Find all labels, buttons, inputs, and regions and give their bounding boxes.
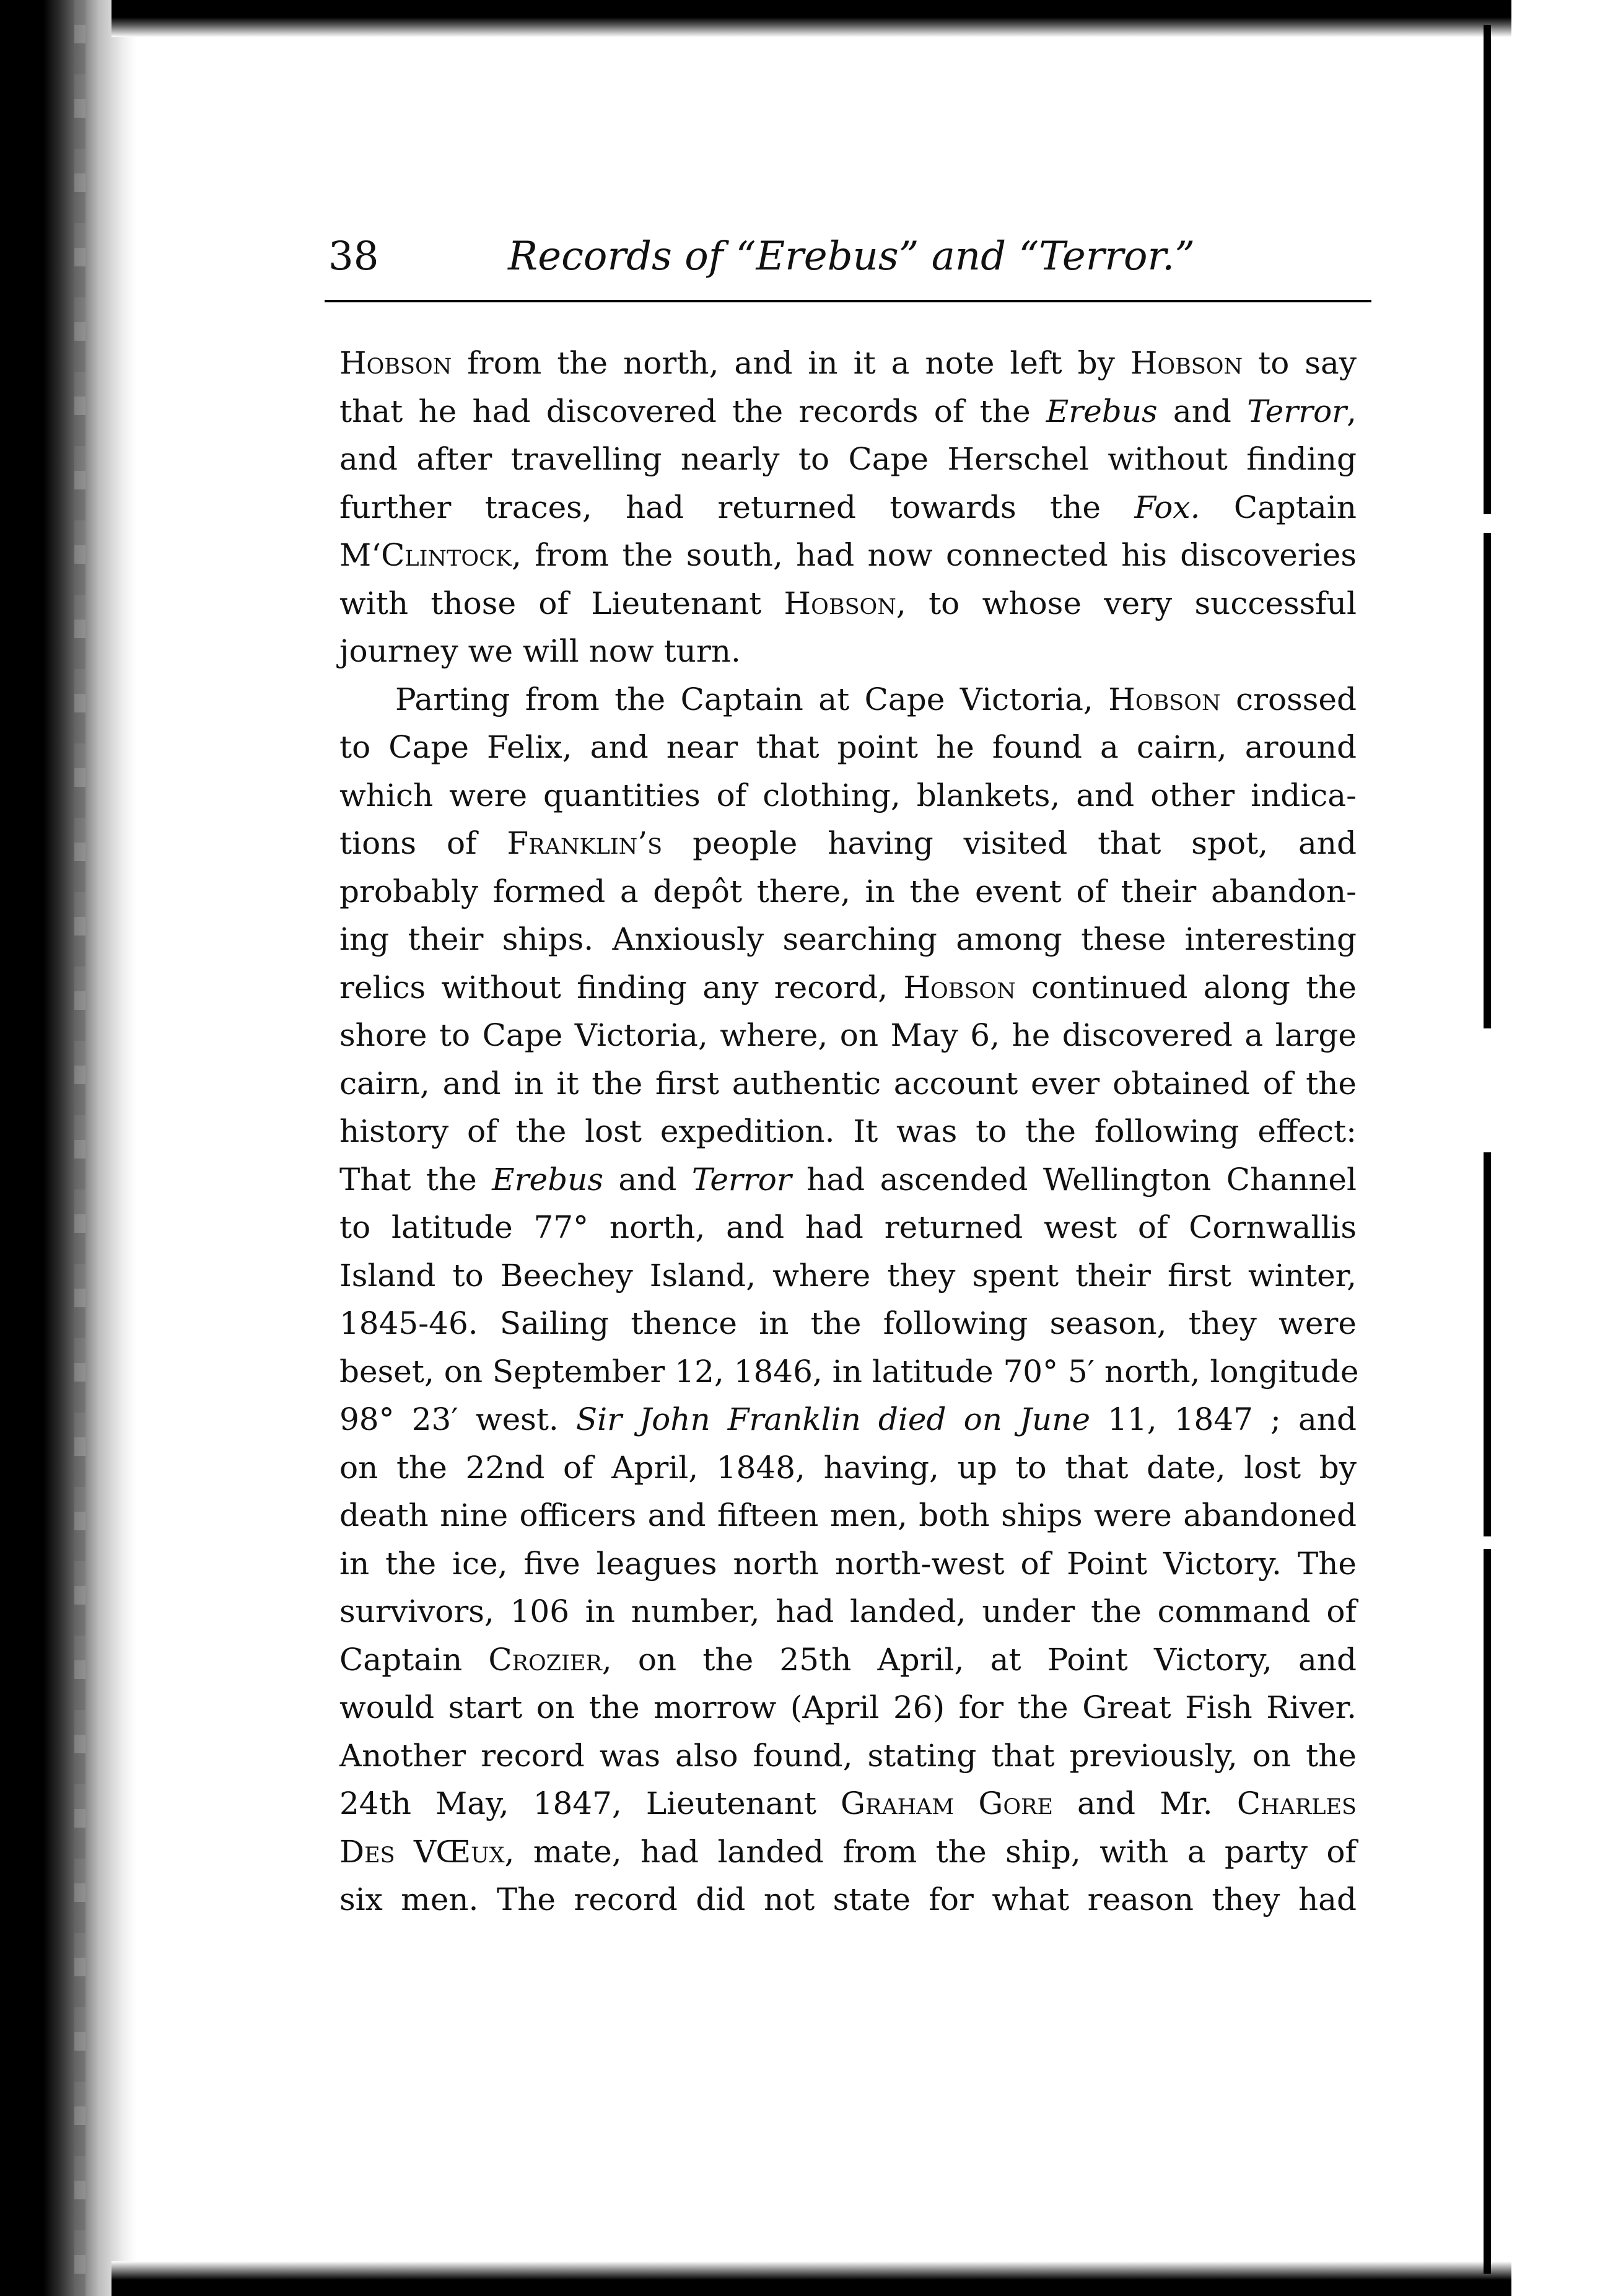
running-header (328, 230, 1369, 299)
text-line: on the 22nd of April, 1848, having, up to that date, lost by (339, 1449, 1357, 1486)
text-line: beset, on September 12, 1846, in latitude 70° 5′ north, longitude (339, 1353, 1359, 1390)
text-line: cairn, and in it the first authentic account ever obtained of the (339, 1065, 1357, 1102)
paragraph-start-line: Parting from the Captain at Cape Victoria, Hobson crossed (395, 681, 1357, 717)
binding-streak (74, 0, 85, 2296)
page-number: 38 (328, 234, 379, 279)
text-line: death nine officers and fifteen men, both ships were abandoned (339, 1497, 1357, 1533)
facing-page-edge (1511, 0, 1613, 2296)
text-line: further traces, had returned towards the Fox. Captain (339, 489, 1357, 525)
running-title: Records of “Erebus” and “Terror.” (508, 234, 1196, 279)
text-line: that he had discovered the records of the Erebus and Terror, (339, 393, 1357, 429)
text-line: would start on the morrow (April 26) for the Great Fish River. (339, 1689, 1357, 1725)
text-line: relics without finding any record, Hobson continued along the (339, 969, 1357, 1006)
scan-border-top (111, 0, 1511, 37)
text-line: to latitude 77° north, and had returned west of Cornwallis (339, 1209, 1357, 1245)
scan-border-bottom (111, 2261, 1511, 2296)
text-line: Another record was also found, stating that previously, on the (339, 1737, 1357, 1774)
text-line: M‘Clintock, from the south, had now connected his discoveries (339, 537, 1357, 573)
text-line: Hobson from the north, and in it a note left by Hobson to say (339, 345, 1357, 381)
text-line: ing their ships. Anxiously searching among these interesting (339, 921, 1357, 957)
text-line: in the ice, five leagues north north-west of Point Victory. The (339, 1545, 1357, 1582)
text-line: Des VŒux, mate, had landed from the ship, with a party of (339, 1833, 1357, 1870)
text-line: and after travelling nearly to Cape Herschel without finding (339, 441, 1357, 477)
body-text (339, 340, 1357, 1924)
page-edge-line (1484, 1152, 1491, 1536)
text-line: to Cape Felix, and near that point he found a cairn, around (339, 729, 1357, 765)
text-line: 98° 23′ west. Sir John Franklin died on June 11, 1847 ; and (339, 1401, 1357, 1437)
header-rule (325, 300, 1371, 302)
binding-shadow-left (0, 0, 136, 2296)
text-line: shore to Cape Victoria, where, on May 6, he discovered a large (339, 1017, 1357, 1053)
text-line: That the Erebus and Terror had ascended Wellington Channel (339, 1161, 1357, 1198)
text-line: probably formed a depôt there, in the event of their abandon- (339, 873, 1357, 909)
text-line: with those of Lieutenant Hobson, to whose very successful (339, 585, 1357, 621)
text-line: 24th May, 1847, Lieutenant Graham Gore and Mr. Charles (339, 1786, 1357, 1821)
text-line: survivors, 106 in number, had landed, under the command of (339, 1593, 1357, 1629)
paragraph-end-line: journey we will now turn. (339, 633, 741, 669)
text-line: history of the lost expedition. It was to the following effect: (339, 1113, 1357, 1149)
text-line: 1845-46. Sailing thence in the following season, they were (339, 1305, 1357, 1341)
text-line: which were quantities of clothing, blankets, and other indica- (339, 777, 1357, 813)
text-line: Captain Crozier, on the 25th April, at Point Victory, and (339, 1641, 1357, 1678)
page-edge-line (1484, 25, 1491, 514)
text-line: six men. The record did not state for what reason they had (339, 1882, 1357, 1917)
text-line: tions of Franklin’s people having visited that spot, and (339, 825, 1357, 861)
text-line: Island to Beechey Island, where they spent their first winter, (339, 1257, 1357, 1294)
page-edge-line (1484, 1549, 1491, 2274)
page-edge-line (1484, 533, 1491, 1028)
